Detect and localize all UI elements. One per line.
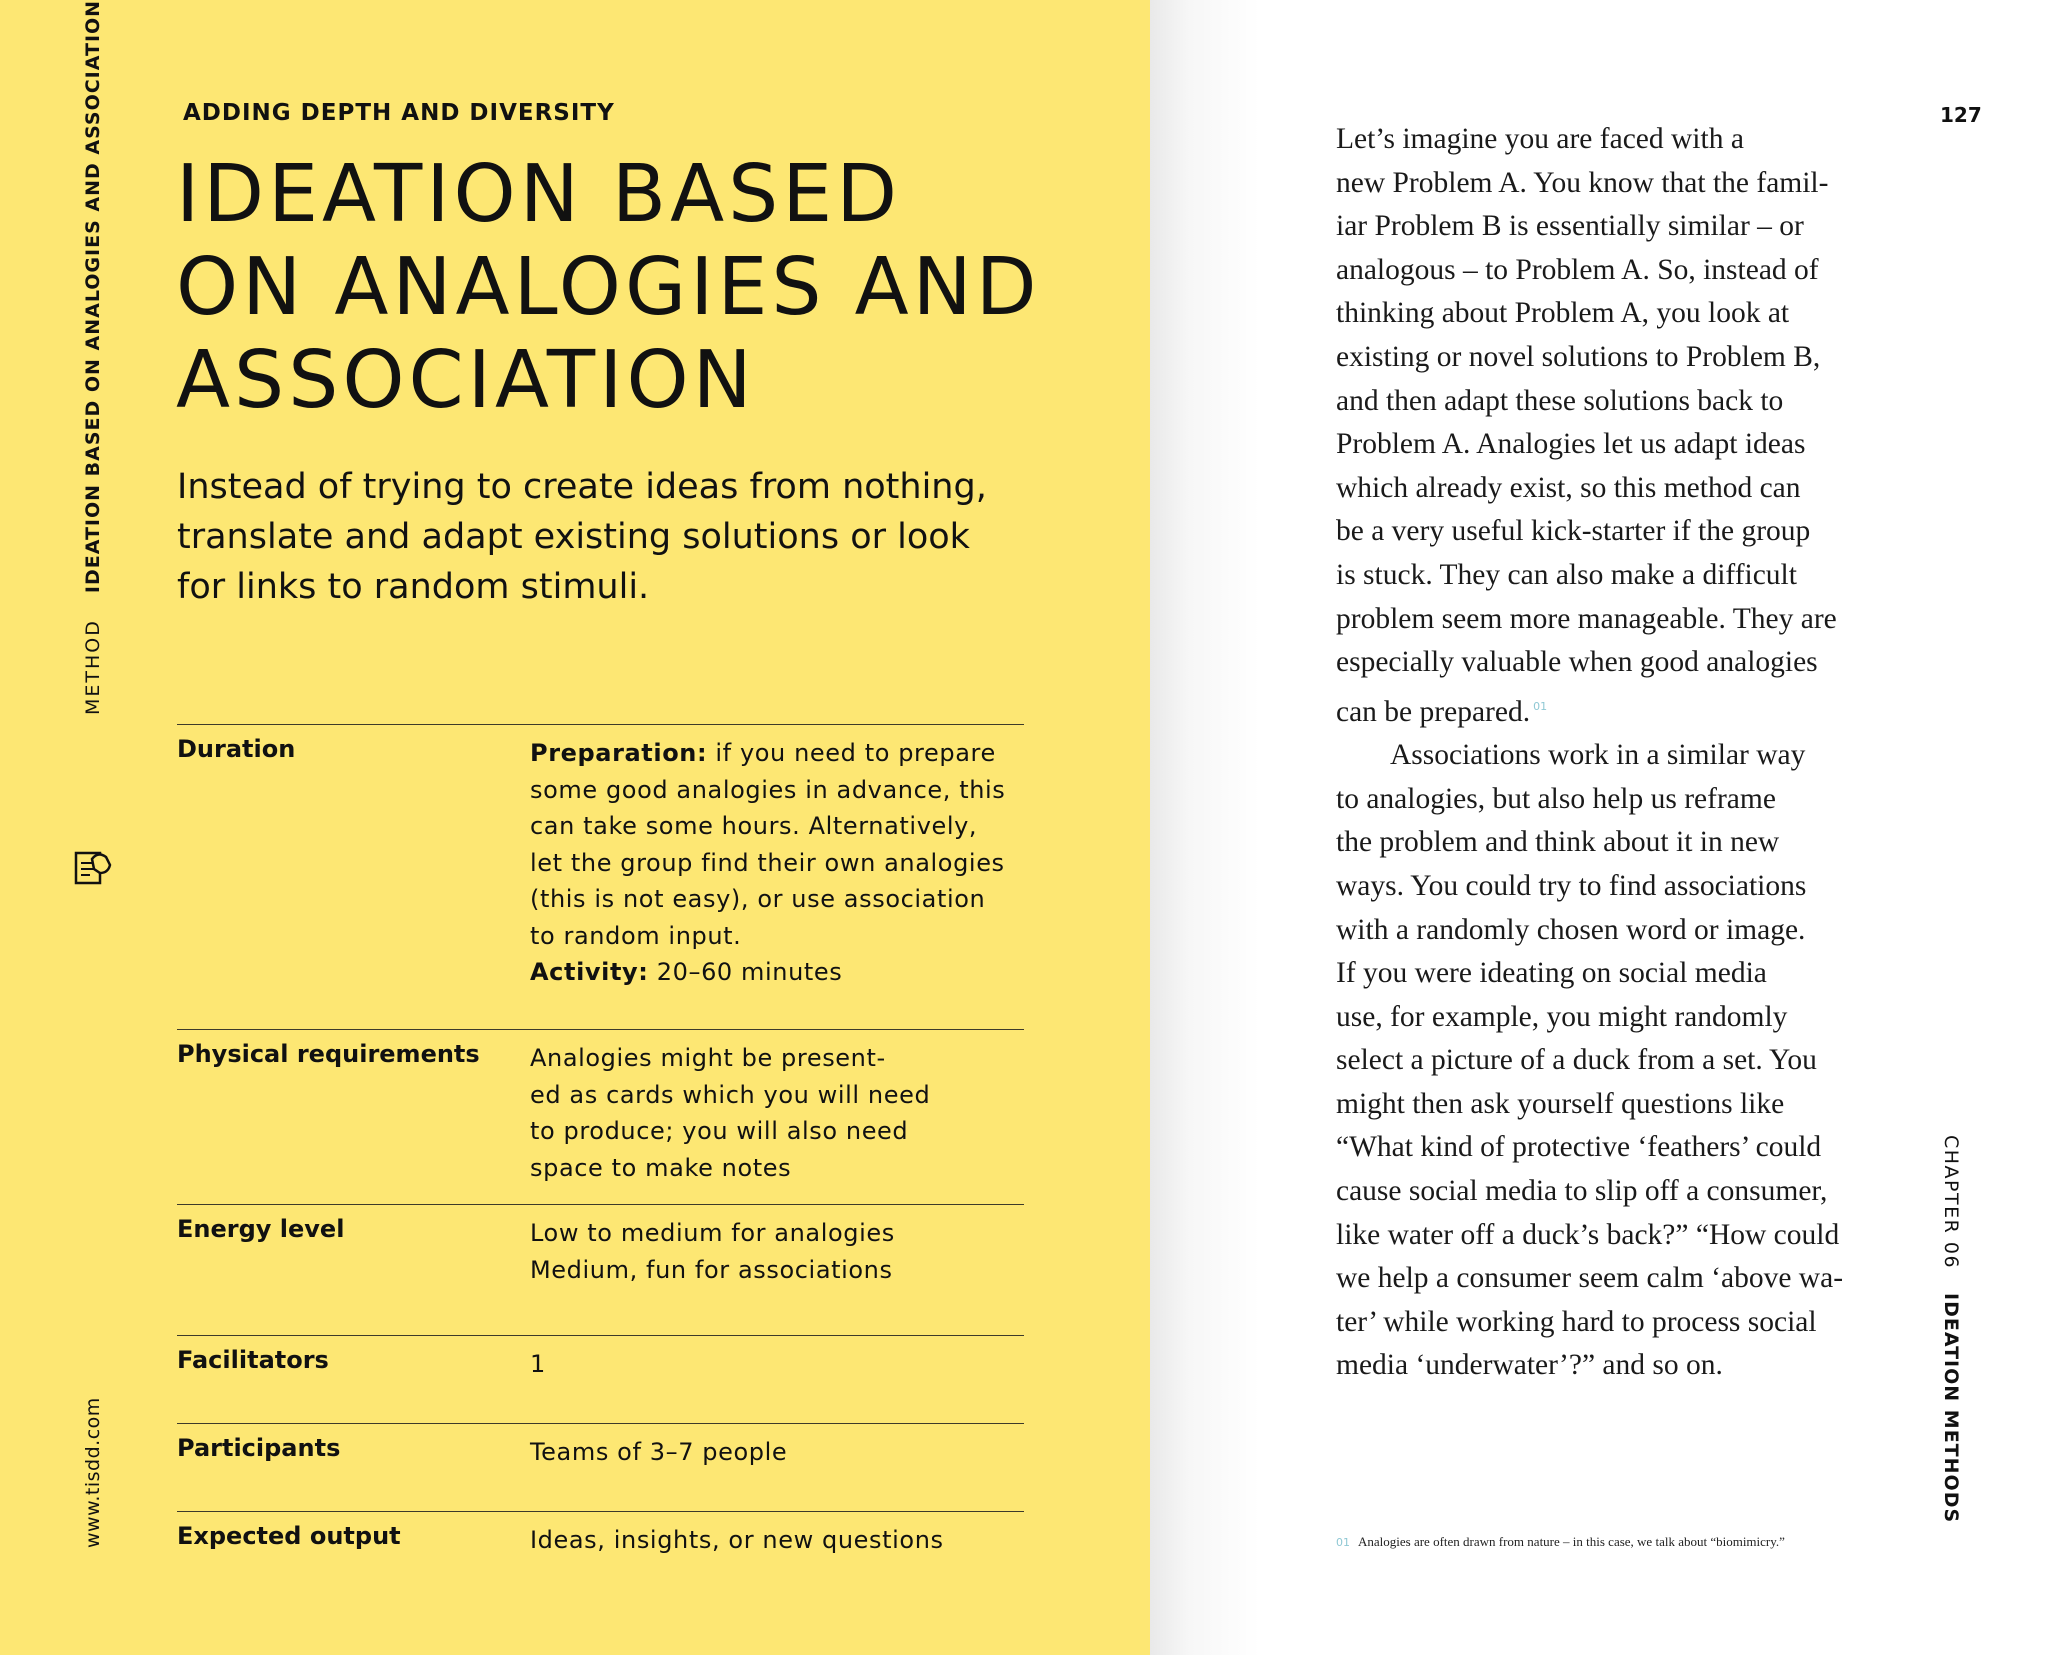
body-line: use, for example, you might randomly [1336,1000,1788,1033]
page-number: 127 [1940,103,1982,127]
side-running-head [82,0,104,715]
footnote [1336,1534,1785,1550]
footnote-text: Analogies are often drawn from nature – in this case, we talk about “biomimicry.” [1358,1534,1785,1549]
body-line: with a randomly chosen word or image. [1336,913,1806,946]
activity-value: 20–60 minutes [648,958,843,986]
info-label: Physical requirements [177,1040,480,1068]
intro-line: for links to random stimuli. [177,567,650,607]
body-line: the problem and think about it in new [1336,826,1780,859]
body-line: thinking about Problem A, you look at [1336,297,1790,330]
body-line: If you were ideating on social media [1336,957,1767,990]
value-line: Medium, fun for associations [530,1255,893,1284]
preparation-line: can take some hours. Alternatively, [530,812,978,840]
info-label: Expected output [177,1522,401,1550]
preparation-line: let the group find their own analogies [530,848,1005,877]
section-label: ADDING DEPTH AND DIVERSITY [183,100,615,126]
body-line: new Problem A. You know that the famil- [1336,166,1829,199]
body-line: analogous – to Problem A. So, instead of [1336,253,1819,286]
value-line: Low to medium for analogies [530,1219,895,1247]
title-line: ASSOCIATION [176,334,756,426]
body-line: cause social media to slip off a consumer, [1336,1175,1828,1208]
chapter-running-head [1940,1135,1962,1523]
intro-paragraph [177,462,1057,612]
side-method-word: METHOD [82,619,104,715]
preparation-line: to random input. [530,921,742,950]
body-line: we help a consumer seem calm ‘above wa- [1336,1262,1844,1295]
body-line: Associations work in a similar way [1390,739,1806,772]
body-line: problem seem more manageable. They are [1336,602,1837,635]
body-line: Let’s imagine you are faced with a [1336,123,1744,155]
body-line: Problem A. Analogies let us adapt ideas [1336,428,1806,461]
info-value: 1 [530,1350,546,1378]
preparation-label: Preparation: [530,739,708,767]
info-value [530,735,1024,991]
info-value: Ideas, insights, or new questions [530,1526,944,1554]
body-line: might then ask yourself questions like [1336,1087,1785,1120]
method-card-icon [74,847,112,889]
body-line: iar Problem B is essentially similar – or [1336,210,1804,243]
info-row-output [177,1511,1024,1572]
body-line: and then adapt these solutions back to [1336,384,1784,417]
footnote-reference[interactable]: 01 [1533,699,1548,713]
body-line: to analogies, but also help us reframe [1336,782,1776,815]
body-line: which already exist, so this method can [1336,471,1801,504]
method-info-table [177,724,1024,1572]
body-line: be a very useful kick-starter if the group [1336,515,1811,548]
side-url[interactable]: www.tisdd.com [82,1397,104,1548]
intro-line: translate and adapt existing solutions or look [177,517,970,557]
info-row-energy [177,1204,1024,1335]
body-line: especially valuable when good analogies [1336,646,1818,679]
info-row-facilitators [177,1335,1024,1423]
info-label: Participants [177,1434,341,1462]
value-line: ed as cards which you will need [530,1080,931,1109]
title-line: ON ANALOGIES AND [176,241,1041,333]
body-line: like water off a duck’s back?” “How could [1336,1218,1840,1251]
info-label: Energy level [177,1215,345,1243]
chapter-number: CHAPTER 06 [1940,1135,1962,1270]
title-line: IDEATION BASED [176,148,902,240]
body-line: existing or novel solutions to Problem B, [1336,340,1821,373]
value-line: Analogies might be present- [530,1044,886,1072]
footnote-number: 01 [1336,1536,1350,1549]
intro-line: Instead of trying to create ideas from nothing, [177,467,987,507]
body-line: ter’ while working hard to process social [1336,1305,1817,1338]
body-line: ways. You could try to find associations [1336,869,1807,902]
info-label: Facilitators [177,1346,329,1374]
info-value: Teams of 3–7 people [530,1438,788,1466]
preparation-line: (this is not easy), or use association [530,885,986,913]
info-value [530,1040,1024,1186]
preparation-line: some good analogies in advance, this [530,775,1006,804]
chapter-title: IDEATION METHODS [1940,1293,1962,1524]
activity-label: Activity: [530,958,649,986]
body-line: “What kind of protective ‘feathers’ could [1336,1131,1822,1164]
body-line: select a picture of a duck from a set. You [1336,1044,1817,1077]
body-line-with-ref [1336,685,1896,734]
body-text [1336,118,1896,1388]
preparation-text: if you need to prepare [707,739,996,767]
info-row-participants [177,1423,1024,1511]
body-line: is stuck. They can also make a difficult [1336,558,1797,591]
body-line: media ‘underwater’?” and so on. [1336,1349,1723,1382]
page-title [176,148,1106,427]
body-line: can be prepared. [1336,695,1531,728]
value-line: to produce; you will also need [530,1117,909,1145]
info-row-physical [177,1029,1024,1204]
value-line: space to make notes [530,1153,792,1182]
info-row-duration [177,724,1024,1029]
info-value [530,1215,1024,1288]
info-label: Duration [177,735,296,763]
side-method-title: IDEATION BASED ON ANALOGIES AND ASSOCIATION [82,0,104,594]
